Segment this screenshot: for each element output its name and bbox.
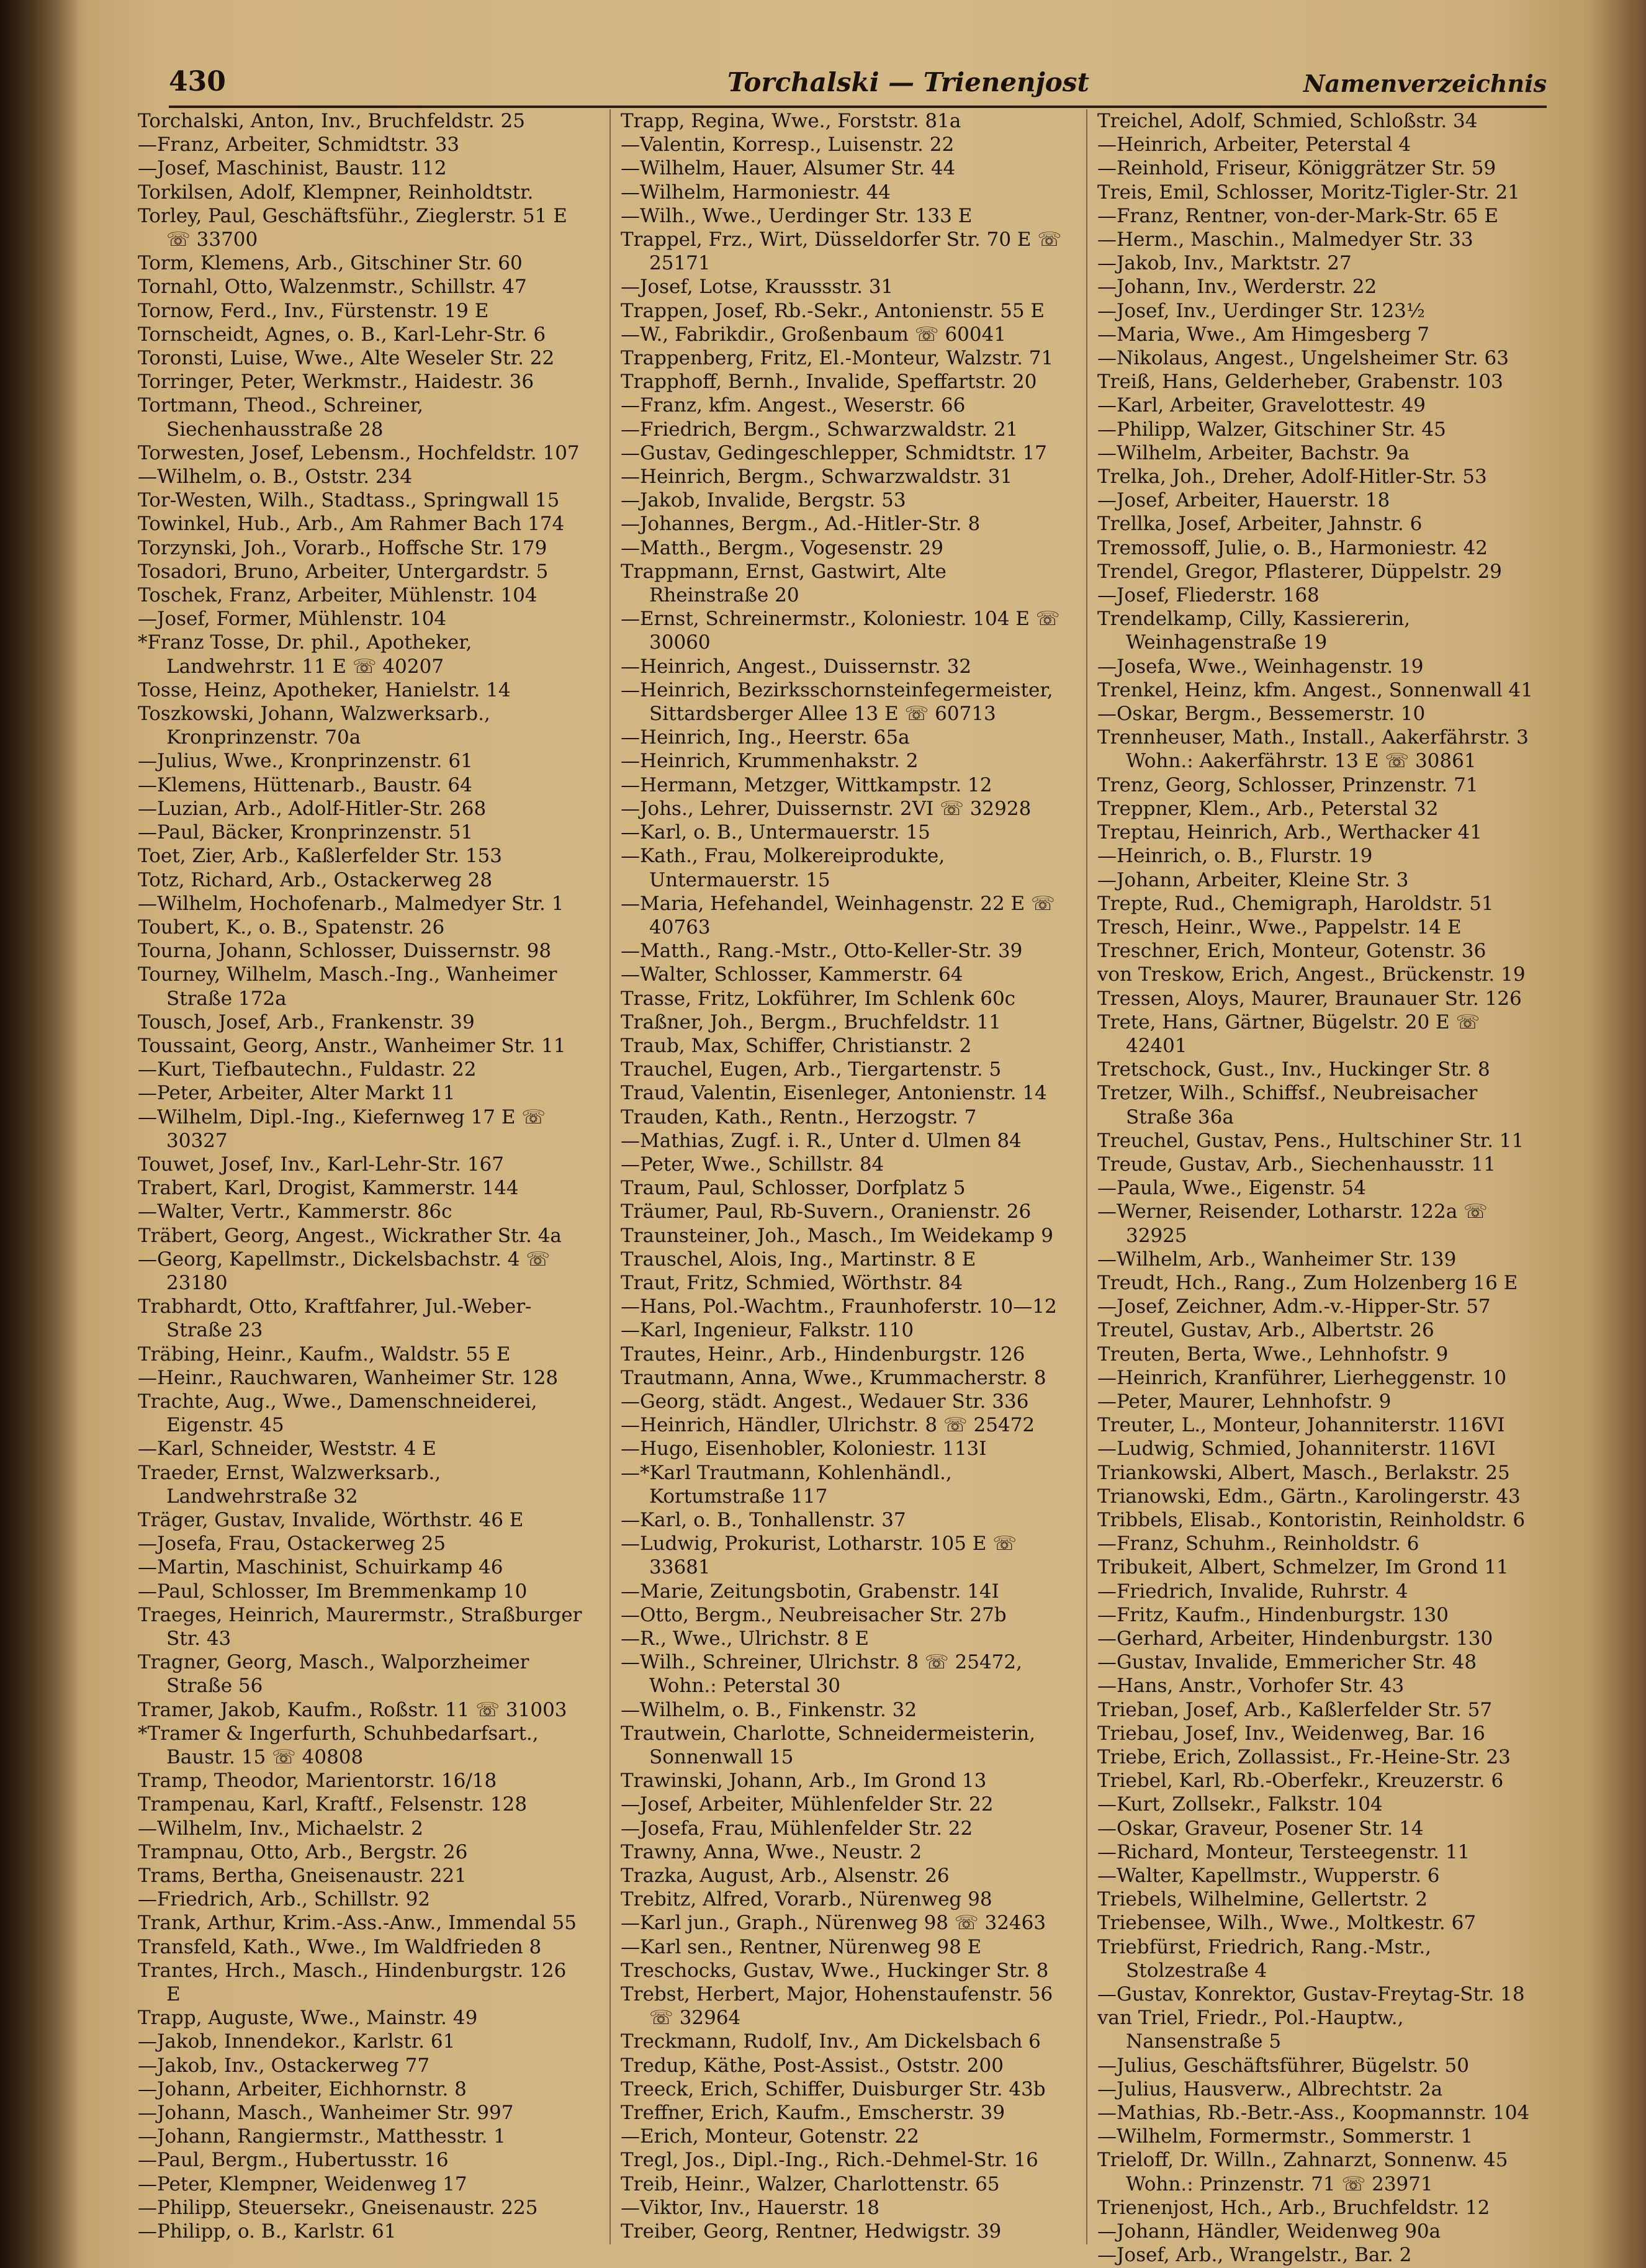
directory-entry: —Heinrich, Händler, Ulrichstr. 8 ☏ 25472: [621, 1414, 1035, 1437]
running-title: Torchalski — Trienenjost: [727, 67, 1089, 97]
directory-entry: Trenz, Georg, Schlosser, Prinzenstr. 71: [1097, 773, 1478, 796]
directory-entry: Trantes, Hrch., Masch., Hindenburgstr. 126 E: [138, 1959, 567, 2006]
directory-entry: —Paul, Schlosser, Im Bremmenkamp 10: [138, 1580, 528, 1603]
directory-entry: Trautwein, Charlotte, Schneidermeisterin, Sonnenwall 15: [621, 1722, 1036, 1769]
directory-entry: Treffner, Erich, Kaufm., Emscherstr. 39: [621, 2102, 1005, 2125]
directory-entry: Träbing, Heinr., Kaufm., Waldstr. 55 E: [138, 1343, 511, 1366]
directory-entry: Triebfürst, Friedrich, Rang.-Mstr., Stolzestraße 4: [1097, 1935, 1432, 1982]
directory-entry: Toszkowski, Johann, Walzwerksarb., Kronprinzenstr. 70a: [138, 703, 490, 749]
directory-entry: —Josef, Zeichner, Adm.-v.-Hipper-Str. 57: [1097, 1295, 1491, 1318]
directory-entry: Traut, Fritz, Schmied, Wörthstr. 84: [621, 1271, 963, 1294]
directory-entry: Trendelkamp, Cilly, Kassiererin, Weinhagenstraße 19: [1097, 608, 1411, 654]
directory-entry: —Johann, Arbeiter, Eichhornstr. 8: [138, 2077, 467, 2100]
directory-entry: —Gustav, Konrektor, Gustav-Freytag-Str. 18: [1097, 1983, 1525, 2006]
directory-entry: —Matth., Bergm., Vogesenstr. 29: [621, 536, 943, 559]
directory-entry: —Josef, Fliederstr. 168: [1097, 584, 1320, 607]
directory-entry: —Wilh., Wwe., Uerdinger Str. 133 E: [621, 204, 973, 227]
directory-entry: —Matth., Rang.-Mstr., Otto-Keller-Str. 39: [621, 940, 1023, 963]
directory-entry: Traunsteiner, Joh., Masch., Im Weidekamp 9: [621, 1224, 1053, 1247]
directory-entry: Triankowski, Albert, Masch., Berlakstr. 25: [1097, 1461, 1510, 1484]
directory-entry: Traud, Valentin, Eisenleger, Antonienstr. 14: [621, 1082, 1047, 1105]
directory-entry: —Klemens, Hüttenarb., Baustr. 64: [138, 773, 472, 796]
directory-entry: Trebst, Herbert, Major, Hohenstaufenstr. 56 ☏ 32964: [621, 1983, 1053, 2030]
directory-entry: —Johs., Lehrer, Duissernstr. 2VI ☏ 32928: [621, 797, 1032, 820]
directory-entry: —Richard, Monteur, Tersteegenstr. 11: [1097, 1840, 1470, 1863]
directory-entry: Treiß, Hans, Gelderheber, Grabenstr. 103: [1097, 371, 1503, 394]
directory-entry: —Heinrich, Krummenhakstr. 2: [621, 750, 919, 773]
directory-entry: —Walter, Schlosser, Kammerstr. 64: [621, 963, 963, 986]
directory-entry: —Karl, o. B., Tonhallenstr. 37: [621, 1508, 906, 1531]
directory-entry: Torkilsen, Adolf, Klempner, Reinholdtstr.: [138, 181, 534, 204]
directory-entry: —Johannes, Bergm., Ad.-Hitler-Str. 8: [621, 513, 981, 536]
directory-entry: —Otto, Bergm., Neubreisacher Str. 27b: [621, 1603, 1007, 1626]
directory-entry: —Wilhelm, Hochofenarb., Malmedyer Str. 1: [138, 892, 564, 915]
page-header: [169, 62, 1547, 108]
directory-entry: —Wilhelm, Arbeiter, Bachstr. 9a: [1097, 441, 1410, 464]
directory-entry: —Josef, Former, Mühlenstr. 104: [138, 608, 447, 631]
directory-entry: Trianowski, Edm., Gärtn., Karolingerstr. 43: [1097, 1485, 1521, 1508]
directory-entry: —Wilhelm, Inv., Michaelstr. 2: [138, 1817, 424, 1840]
directory-entry: Träger, Gustav, Invalide, Wörthstr. 46 E: [138, 1508, 524, 1531]
directory-entry: —Wilhelm, Formermstr., Sommerstr. 1: [1097, 2125, 1473, 2148]
directory-entry: —Kurt, Tiefbautechn., Fuldastr. 22: [138, 1058, 477, 1081]
directory-entry: —Wilhelm, Dipl.-Ing., Kiefernweg 17 E ☏ 30327: [138, 1105, 546, 1152]
directory-entry: Toronsti, Luise, Wwe., Alte Weseler Str. 22: [138, 347, 555, 370]
directory-entry: Tribukeit, Albert, Schmelzer, Im Grond 11: [1097, 1556, 1509, 1579]
directory-entry: Torchalski, Anton, Inv., Bruchfeldstr. 25: [138, 110, 525, 132]
directory-entry: —Georg, Kapellmstr., Dickelsbachstr. 4 ☏ 23180: [138, 1248, 551, 1294]
directory-entry: —Walter, Kapellmstr., Wupperstr. 6: [1097, 1865, 1440, 1888]
directory-entry: Torwesten, Josef, Lebensm., Hochfeldstr. 107: [138, 441, 580, 464]
directory-entry: Träumer, Paul, Rb-Suvern., Oranienstr. 26: [621, 1200, 1032, 1223]
directory-entry: Trendel, Gregor, Pflasterer, Düppelstr. 29: [1097, 560, 1502, 583]
directory-entry: Trasse, Fritz, Lokführer, Im Schlenk 60c: [621, 987, 1016, 1010]
directory-entry: Träbert, Georg, Angest., Wickrather Str. 4a: [138, 1224, 562, 1247]
directory-entry: —Hugo, Eisenhobler, Koloniestr. 113I: [621, 1438, 987, 1460]
directory-entry: —Karl, Arbeiter, Gravelottestr. 49: [1097, 394, 1426, 417]
directory-entry: —Julius, Geschäftsführer, Bügelstr. 50: [1097, 2054, 1469, 2077]
directory-entry: —Johann, Inv., Werderstr. 22: [1097, 276, 1377, 299]
directory-entry: Trepte, Rud., Chemigraph, Haroldstr. 51: [1097, 892, 1494, 915]
directory-entry: —Johann, Händler, Weidenweg 90a: [1097, 2220, 1441, 2243]
directory-entry: —Nikolaus, Angest., Ungelsheimer Str. 63: [1097, 347, 1509, 370]
directory-entry: —Josef, Inv., Uerdinger Str. 123½: [1097, 299, 1425, 322]
directory-entry: Triebensee, Wilh., Wwe., Moltkestr. 67: [1097, 1912, 1477, 1935]
directory-entry: Treuchel, Gustav, Pens., Hultschiner Str. 11: [1097, 1129, 1524, 1152]
directory-entry: Trapp, Auguste, Wwe., Mainstr. 49: [138, 2007, 478, 2030]
directory-entry: —Gerhard, Arbeiter, Hindenburgstr. 130: [1097, 1627, 1493, 1650]
directory-entry: Trieloff, Dr. Willn., Zahnarzt, Sonnenw. 45 Wohn.: Prinzenstr. 71 ☏ 23971: [1097, 2149, 1508, 2195]
directory-entry: Tressen, Aloys, Maurer, Braunauer Str. 126: [1097, 987, 1522, 1010]
directory-entry: —Georg, städt. Angest., Wedauer Str. 336: [621, 1390, 1029, 1413]
directory-entry: —Maria, Wwe., Am Himgesberg 7: [1097, 323, 1429, 346]
directory-entry: Tretschock, Gust., Inv., Huckinger Str. 8: [1097, 1058, 1490, 1081]
directory-entry: —Wilhelm, o. B., Finkenstr. 32: [621, 1698, 917, 1721]
directory-entry: —Viktor, Inv., Hauerstr. 18: [621, 2196, 879, 2219]
directory-entry: —Kurt, Zollsekr., Falkstr. 104: [1097, 1793, 1383, 1816]
directory-entry: —Jakob, Inv., Marktstr. 27: [1097, 252, 1352, 275]
directory-entry: —Karl, o. B., Untermauerstr. 15: [621, 821, 930, 844]
directory-entry: —Peter, Arbeiter, Alter Markt 11: [138, 1082, 456, 1105]
directory-entry: Trieban, Josef, Arb., Kaßlerfelder Str. 57: [1097, 1698, 1493, 1721]
directory-entry: Trapphoff, Bernh., Invalide, Speffartstr. 20: [621, 371, 1037, 394]
directory-entry: —Peter, Wwe., Schillstr. 84: [621, 1153, 884, 1176]
directory-entry: Trappenberg, Fritz, El.-Monteur, Walzstr. 71: [621, 347, 1054, 370]
directory-entry: —*Karl Trautmann, Kohlenhändl., Kortumstraße 117: [621, 1461, 952, 1508]
directory-entry: Triebau, Josef, Inv., Weidenweg, Bar. 16: [1097, 1722, 1485, 1745]
directory-entry: Trapp, Regina, Wwe., Forststr. 81a: [621, 110, 961, 132]
directory-entry: Transfeld, Kath., Wwe., Im Waldfrieden 8: [138, 1935, 542, 1958]
directory-entry: Tornscheidt, Agnes, o. B., Karl-Lehr-Str. 6: [138, 323, 546, 346]
directory-entry: —Wilhelm, Hauer, Alsumer Str. 44: [621, 157, 956, 180]
directory-entry: Traßner, Joh., Bergm., Bruchfeldstr. 11: [621, 1010, 1001, 1033]
directory-entry: —Wilhelm, Arb., Wanheimer Str. 139: [1097, 1248, 1457, 1271]
directory-entry: Trampnau, Otto, Arb., Bergstr. 26: [138, 1840, 468, 1863]
directory-entry: —Heinrich, Arbeiter, Peterstal 4: [1097, 133, 1411, 156]
directory-entry: Toussaint, Georg, Anstr., Wanheimer Str. 11: [138, 1034, 566, 1057]
directory-entry: Treckmann, Rudolf, Inv., Am Dickelsbach 6: [621, 2030, 1041, 2053]
directory-entry: Tosadori, Bruno, Arbeiter, Untergardstr. 5: [138, 560, 549, 583]
directory-entry: —Franz, Rentner, von-der-Mark-Str. 65 E: [1097, 204, 1498, 227]
directory-entry: Tragner, Georg, Masch., Walporzheimer Straße 56: [138, 1651, 529, 1698]
column-rule: [609, 109, 611, 2244]
directory-entry: —Heinrich, Ing., Heerstr. 65a: [621, 726, 910, 749]
directory-entry: Triebe, Erich, Zollassist., Fr.-Heine-Str. 23: [1097, 1746, 1511, 1769]
directory-entry: Trete, Hans, Gärtner, Bügelstr. 20 E ☏ 42401: [1097, 1010, 1480, 1057]
directory-entry: Treuter, L., Monteur, Johanniterstr. 116VI: [1097, 1414, 1505, 1437]
directory-entry: Treschner, Erich, Monteur, Gotenstr. 36: [1097, 940, 1486, 963]
directory-entry: Trennheuser, Math., Install., Aakerfährstr. 3 Wohn.: Aakerfährstr. 13 E ☏ 30861: [1097, 726, 1529, 773]
directory-entry: —Walter, Vertr., Kammerstr. 86c: [138, 1200, 452, 1223]
directory-entry: Treuten, Berta, Wwe., Lehnhofstr. 9: [1097, 1343, 1449, 1366]
directory-entry: —Josefa, Wwe., Weinhagenstr. 19: [1097, 655, 1424, 678]
directory-entry: Tor-Westen, Wilh., Stadtass., Springwall 15: [138, 489, 560, 512]
directory-entry: Treptau, Heinrich, Arb., Werthacker 41: [1097, 821, 1482, 844]
directory-entry: —Josef, Maschinist, Baustr. 112: [138, 157, 447, 180]
directory-entry: —Wilhelm, o. B., Oststr. 234: [138, 466, 413, 488]
directory-entry: Trank, Arthur, Krim.-Ass.-Anw., Immendal 55: [138, 1912, 577, 1935]
directory-entry: Tretzer, Wilh., Schiffsf., Neubreisacher Straße 36a: [1097, 1082, 1478, 1128]
directory-entry: —Paul, Bäcker, Kronprinzenstr. 51: [138, 821, 474, 844]
directory-entry: Tousch, Josef, Arb., Frankenstr. 39: [138, 1010, 475, 1033]
directory-entry: Treschocks, Gustav, Wwe., Huckinger Str. 8: [621, 1959, 1049, 1982]
directory-entry: —Erich, Monteur, Gotenstr. 22: [621, 2125, 919, 2148]
directory-entry: Trachte, Aug., Wwe., Damenschneiderei, Eigenstr. 45: [138, 1390, 537, 1437]
directory-entry: —Valentin, Korresp., Luisenstr. 22: [621, 133, 955, 156]
directory-entry: —Reinhold, Friseur, Königgrätzer Str. 59: [1097, 157, 1496, 180]
directory-entry: Trams, Bertha, Gneisenaustr. 221: [138, 1865, 467, 1888]
directory-entry: —Karl, Schneider, Weststr. 4 E: [138, 1438, 436, 1460]
directory-entry: Tornow, Ferd., Inv., Fürstenstr. 19 E: [138, 299, 489, 322]
section-title: Namenverzeichnis: [1303, 70, 1547, 97]
directory-entry: Trawinski, Johann, Arb., Im Grond 13: [621, 1770, 987, 1793]
directory-entry: Traum, Paul, Schlosser, Dorfplatz 5: [621, 1177, 966, 1200]
directory-entry: Trellka, Josef, Arbeiter, Jahnstr. 6: [1097, 513, 1423, 536]
directory-entry: Trabhardt, Otto, Kraftfahrer, Jul.-Weber-Straße 23: [138, 1295, 532, 1342]
directory-entry: Treutel, Gustav, Arb., Albertstr. 26: [1097, 1319, 1434, 1342]
directory-entry: —Ludwig, Schmied, Johanniterstr. 116VI: [1097, 1438, 1496, 1460]
directory-entry: —Heinrich, Bezirksschornsteinfegermeister, Sittardsberger Allee 13 E ☏ 60713: [621, 678, 1053, 726]
directory-entry: Treude, Gustav, Arb., Siechenhausstr. 11: [1097, 1153, 1496, 1176]
directory-entry: —Kath., Frau, Molkereiprodukte, Untermauerstr. 15: [621, 845, 945, 891]
directory-entry: Traeges, Heinrich, Maurermstr., Straßburger Str. 43: [138, 1603, 582, 1650]
directory-entry: —Friedrich, Invalide, Ruhrstr. 4: [1097, 1580, 1408, 1603]
directory-entry: —Oskar, Graveur, Posener Str. 14: [1097, 1817, 1424, 1840]
directory-entry: —Franz, Arbeiter, Schmidtstr. 33: [138, 133, 460, 156]
directory-entry: Trelka, Joh., Dreher, Adolf-Hitler-Str. 53: [1097, 466, 1487, 488]
column-3: [1097, 109, 1544, 2267]
directory-entry: —Friedrich, Arb., Schillstr. 92: [138, 1888, 431, 1911]
directory-entry: —R., Wwe., Ulrichstr. 8 E: [621, 1627, 870, 1650]
directory-entry: —Gustav, Invalide, Emmericher Str. 48: [1097, 1651, 1477, 1674]
directory-entry: —Fritz, Kaufm., Hindenburgstr. 130: [1097, 1603, 1449, 1626]
directory-entry: Totz, Richard, Arb., Ostackerweg 28: [138, 868, 493, 891]
directory-entry: Trenkel, Heinz, kfm. Angest., Sonnenwall 41: [1097, 678, 1533, 701]
directory-entry: Treppner, Klem., Arb., Peterstal 32: [1097, 797, 1439, 820]
column-2: [621, 109, 1068, 2244]
directory-entry: —Wilh., Schreiner, Ulrichstr. 8 ☏ 25472, Wohn.: Peterstal 30: [621, 1651, 1023, 1698]
directory-entry: —Josef, Lotse, Kraussstr. 31: [621, 276, 894, 299]
directory-entry: —Luzian, Arb., Adolf-Hitler-Str. 268: [138, 797, 487, 820]
directory-entry: Trauschel, Alois, Ing., Martinstr. 8 E: [621, 1248, 976, 1271]
directory-entry: —Hans, Anstr., Vorhofer Str. 43: [1097, 1675, 1405, 1698]
directory-entry: —Herm., Maschin., Malmedyer Str. 33: [1097, 228, 1473, 251]
directory-entry: Tramer, Jakob, Kaufm., Roßstr. 11 ☏ 31003: [138, 1698, 567, 1721]
directory-entry: Treichel, Adolf, Schmied, Schloßstr. 34: [1097, 110, 1478, 132]
directory-entry: —Heinr., Rauchwaren, Wanheimer Str. 128: [138, 1366, 559, 1389]
directory-entry: —Julius, Hausverw., Albrechtstr. 2a: [1097, 2077, 1443, 2100]
directory-entry: Trappel, Frz., Wirt, Düsseldorfer Str. 70 E ☏ 25171: [621, 228, 1062, 275]
directory-entry: —Karl jun., Graph., Nürenweg 98 ☏ 32463: [621, 1912, 1046, 1935]
directory-entry: —Josef, Arb., Wrangelstr., Bar. 2: [1097, 2244, 1412, 2267]
directory-entry: —Peter, Maurer, Lehnhofstr. 9: [1097, 1390, 1392, 1413]
directory-entry: —Martin, Maschinist, Schuirkamp 46: [138, 1556, 503, 1579]
directory-entry: Triebel, Karl, Rb.-Oberfekr., Kreuzerstr. 6: [1097, 1770, 1504, 1793]
directory-entry: —Hans, Pol.-Wachtm., Fraunhoferstr. 10—12: [621, 1295, 1057, 1318]
directory-entry: Tourney, Wilhelm, Masch.-Ing., Wanheimer Straße 172a: [138, 963, 557, 1010]
directory-entry: —Mathias, Rb.-Betr.-Ass., Koopmannstr. 104: [1097, 2102, 1530, 2125]
directory-entry: —Karl sen., Rentner, Nürenweg 98 E: [621, 1935, 982, 1958]
directory-entry: Trebitz, Alfred, Vorarb., Nürenweg 98: [621, 1888, 992, 1911]
directory-entry: —Peter, Klempner, Weidenweg 17: [138, 2172, 467, 2195]
directory-entry: Treeck, Erich, Schiffer, Duisburger Str. 43b: [621, 2077, 1046, 2100]
directory-entry: —Johann, Arbeiter, Kleine Str. 3: [1097, 868, 1409, 891]
directory-entry: —Jakob, Inv., Ostackerweg 77: [138, 2054, 430, 2077]
directory-entry: Tornahl, Otto, Walzenmstr., Schillstr. 47: [138, 276, 527, 299]
directory-entry: —Heinrich, Kranführer, Lierheggenstr. 10: [1097, 1366, 1507, 1389]
directory-entry: Trautes, Heinr., Arb., Hindenburgstr. 126: [621, 1343, 1025, 1366]
directory-entry: Trawny, Anna, Wwe., Neustr. 2: [621, 1840, 922, 1863]
directory-entry: —Paula, Wwe., Eigenstr. 54: [1097, 1177, 1366, 1200]
directory-entry: Tribbels, Elisab., Kontoristin, Reinholdstr. 6: [1097, 1508, 1526, 1531]
column-rule: [1086, 109, 1087, 2244]
directory-entry: Tortmann, Theod., Schreiner, Siechenhausstraße 28: [138, 394, 424, 441]
directory-entry: Touwet, Josef, Inv., Karl-Lehr-Str. 167: [138, 1153, 504, 1176]
directory-entry: —Maria, Hefehandel, Weinhagenstr. 22 E ☏ 40763: [621, 892, 1055, 938]
directory-entry: Trabert, Karl, Drogist, Kammerstr. 144: [138, 1177, 519, 1200]
directory-entry: —Josefa, Frau, Ostackerweg 25: [138, 1532, 446, 1555]
directory-entry: Trauden, Kath., Rentn., Herzogstr. 7: [621, 1105, 977, 1128]
directory-entry: —Julius, Wwe., Kronprinzenstr. 61: [138, 750, 473, 773]
page-number: 430: [169, 66, 226, 97]
directory-entry: —Paul, Bergm., Hubertusstr. 16: [138, 2149, 449, 2172]
directory-entry: —Johann, Rangiermstr., Matthesstr. 1: [138, 2125, 506, 2148]
directory-entry: Tourna, Johann, Schlosser, Duissernstr. 98: [138, 940, 552, 963]
directory-entry: —Friedrich, Bergm., Schwarzwaldstr. 21: [621, 418, 1019, 441]
directory-entry: —Jakob, Invalide, Bergstr. 53: [621, 489, 906, 512]
directory-entry: —Franz, Schuhm., Reinholdstr. 6: [1097, 1532, 1419, 1555]
directory-entry: —Mathias, Zugf. i. R., Unter d. Ulmen 84: [621, 1129, 1022, 1152]
directory-entry: Trazka, August, Arb., Alsenstr. 26: [621, 1865, 950, 1888]
directory-entry: Treudt, Hch., Rang., Zum Holzenberg 16 E: [1097, 1271, 1518, 1294]
directory-entry: —Oskar, Bergm., Bessemerstr. 10: [1097, 703, 1426, 726]
directory-entry: —Heinrich, Bergm., Schwarzwaldstr. 31: [621, 466, 1013, 488]
directory-entry: —Gustav, Gedingeschlepper, Schmidtstr. 17: [621, 441, 1047, 464]
directory-entry: Traub, Max, Schiffer, Christianstr. 2: [621, 1034, 972, 1057]
directory-entry: —Philipp, Walzer, Gitschiner Str. 45: [1097, 418, 1446, 441]
directory-entry: —Josef, Arbeiter, Mühlenfelder Str. 22: [621, 1793, 994, 1816]
directory-entry: Torm, Klemens, Arb., Gitschiner Str. 60: [138, 252, 523, 275]
directory-entry: Treib, Heinr., Walzer, Charlottenstr. 65: [621, 2172, 1000, 2195]
directory-entry: —Ludwig, Prokurist, Lotharstr. 105 E ☏ 33681: [621, 1532, 1017, 1579]
directory-entry: —Wilhelm, Harmoniestr. 44: [621, 181, 891, 204]
directory-entry: Tresch, Heinr., Wwe., Pappelstr. 14 E: [1097, 916, 1462, 938]
directory-entry: Trauchel, Eugen, Arb., Tiergartenstr. 5: [621, 1058, 1002, 1081]
directory-entry: —Karl, Ingenieur, Falkstr. 110: [621, 1319, 914, 1342]
directory-entry: —Heinrich, Angest., Duissernstr. 32: [621, 655, 972, 678]
directory-entry: —Jakob, Innendekor., Karlstr. 61: [138, 2030, 456, 2053]
directory-entry: Trienenjost, Hch., Arb., Bruchfeldstr. 12: [1097, 2196, 1490, 2219]
directory-entry: —Hermann, Metzger, Wittkampstr. 12: [621, 773, 992, 796]
directory-entry: —W., Fabrikdir., Großenbaum ☏ 60041: [621, 323, 1007, 346]
directory-entry: —Ernst, Schreinermstr., Koloniestr. 104 E ☏ 30060: [621, 608, 1060, 654]
directory-entry: —Johann, Masch., Wanheimer Str. 997: [138, 2102, 514, 2125]
column-1: [138, 109, 585, 2244]
directory-entry: Treis, Emil, Schlosser, Moritz-Tigler-Str. 21: [1097, 181, 1520, 204]
directory-entry: —Josef, Arbeiter, Hauerstr. 18: [1097, 489, 1390, 512]
directory-entry: Torzynski, Joh., Vorarb., Hoffsche Str. 179: [138, 536, 547, 559]
directory-entry: Trautmann, Anna, Wwe., Krummacherstr. 8: [621, 1366, 1046, 1389]
directory-entry: *Franz Tosse, Dr. phil., Apotheker, Landwehrstr. 11 E ☏ 40207: [138, 631, 472, 678]
directory-entry: —Franz, kfm. Angest., Weserstr. 66: [621, 394, 966, 417]
directory-entry: van Triel, Friedr., Pol.-Hauptw., Nansenstraße 5: [1097, 2007, 1404, 2053]
directory-entry: Trampenau, Karl, Kraftf., Felsenstr. 128: [138, 1793, 528, 1816]
directory-entry: —Werner, Reisender, Lotharstr. 122a ☏ 32925: [1097, 1200, 1488, 1247]
directory-entry: Toet, Zier, Arb., Kaßlerfelder Str. 153: [138, 845, 502, 868]
binding-shadow: [0, 0, 81, 2268]
directory-entry: —Heinrich, o. B., Flurstr. 19: [1097, 845, 1373, 868]
directory-entry: Tosse, Heinz, Apotheker, Hanielstr. 14: [138, 678, 511, 701]
directory-entry: Trappmann, Ernst, Gastwirt, Alte Rheinstraße 20: [621, 560, 947, 607]
directory-entry: —Philipp, Steuersekr., Gneisenaustr. 225: [138, 2196, 538, 2219]
directory-entry: Tremossoff, Julie, o. B., Harmoniestr. 42: [1097, 536, 1488, 559]
directory-entry: *Tramer & Ingerfurth, Schuhbedarfsart., Baustr. 15 ☏ 40808: [138, 1722, 539, 1769]
directory-entry: Traeder, Ernst, Walzwerksarb., Landwehrstraße 32: [138, 1461, 441, 1508]
directory-entry: Toubert, K., o. B., Spatenstr. 26: [138, 916, 445, 938]
directory-entry: von Treskow, Erich, Angest., Brückenstr. 19: [1097, 963, 1526, 986]
directory-entry: Tredup, Käthe, Post-Assist., Oststr. 200: [621, 2054, 1004, 2077]
directory-entry: Toschek, Franz, Arbeiter, Mühlenstr. 104: [138, 584, 537, 607]
directory-entry: Torringer, Peter, Werkmstr., Haidestr. 36: [138, 371, 534, 394]
directory-entry: Tramp, Theodor, Marientorstr. 16/18: [138, 1770, 497, 1793]
directory-entry: —Marie, Zeitungsbotin, Grabenstr. 14I: [621, 1580, 999, 1603]
directory-entry: —Philipp, o. B., Karlstr. 61: [138, 2220, 397, 2243]
directory-entry: Trappen, Josef, Rb.-Sekr., Antonienstr. 55 E: [621, 299, 1045, 322]
directory-entry: Tregl, Jos., Dipl.-Ing., Rich.-Dehmel-Str. 16: [621, 2149, 1038, 2172]
directory-entry: Triebels, Wilhelmine, Gellertstr. 2: [1097, 1888, 1428, 1911]
directory-entry: Torley, Paul, Geschäftsführ., Zieglerstr. 51 E ☏ 33700: [138, 204, 567, 251]
directory-entry: Treiber, Georg, Rentner, Hedwigstr. 39: [621, 2220, 1002, 2243]
directory-entry: —Josefa, Frau, Mühlenfelder Str. 22: [621, 1817, 973, 1840]
directory-entry: Towinkel, Hub., Arb., Am Rahmer Bach 174: [138, 513, 565, 536]
